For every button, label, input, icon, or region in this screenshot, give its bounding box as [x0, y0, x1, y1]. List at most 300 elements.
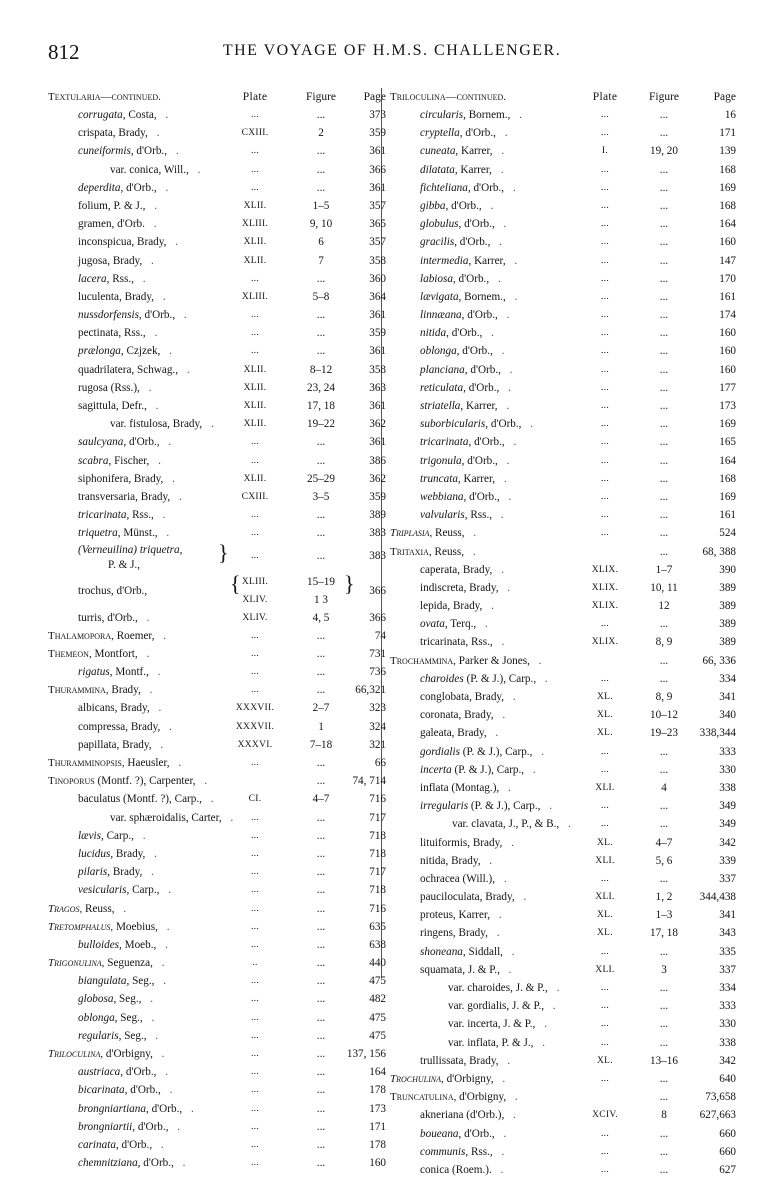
index-entry [48, 415, 386, 433]
entry-name [78, 790, 214, 808]
entry-page: 334 [719, 672, 736, 685]
entry-plate: ... [600, 619, 610, 630]
entry-name [78, 106, 168, 124]
entry-plate: ... [250, 510, 260, 521]
entry-name [78, 524, 169, 542]
entry-page: 16 [724, 109, 736, 121]
leader-dots: . [497, 163, 504, 176]
right-column [390, 88, 736, 1179]
species-name: trullissata, [420, 1054, 467, 1067]
index-entry [390, 124, 736, 142]
entry-page: 362 [369, 472, 386, 485]
entry-page: 389 [719, 600, 736, 613]
genus-entry [48, 1045, 386, 1063]
index-entry [390, 561, 736, 579]
entry-authority: Brady, [482, 891, 515, 904]
entry-page: 349 [719, 818, 736, 831]
entry-plate: XL. [597, 692, 613, 702]
entry-name [78, 699, 161, 717]
index-entry [390, 761, 736, 779]
brace-icon: } [344, 570, 355, 596]
entry-name [48, 645, 149, 663]
species-name: var. incerta, [448, 1018, 501, 1031]
entry-page: 660 [719, 1145, 736, 1158]
species-name: var. fistulosa, [110, 418, 170, 431]
index-entry [48, 306, 386, 324]
entry-figure: ... [659, 254, 669, 267]
leader-dots: . [512, 1091, 518, 1104]
entry-page: 475 [369, 975, 386, 988]
entry-name [78, 324, 157, 342]
entry-authority: (Montf. ?), Carpenter, [94, 775, 196, 788]
entry-plate: ... [600, 419, 610, 430]
entry-authority: Brady, [128, 720, 161, 733]
entry-name [78, 506, 165, 524]
entry-plate: XLII. [243, 237, 267, 248]
leader-dots: . [565, 818, 571, 831]
entry-name [78, 179, 168, 197]
entry-name [78, 433, 171, 451]
entry-plate: ... [600, 110, 610, 120]
entry-plate: XLI. [595, 964, 615, 975]
index-entry [390, 1015, 736, 1033]
entry-plate: XLII. [243, 364, 267, 375]
entry-figure: 1–7 [655, 563, 673, 576]
genus-entry [48, 918, 386, 936]
entry-name [78, 270, 146, 288]
leader-dots: . [160, 629, 167, 642]
entry-authority: , d'Orb., [464, 363, 501, 376]
entry-figure: 12 [658, 600, 670, 613]
entry-authority: , d'Orb., [485, 418, 522, 431]
entry-authority: Haeusler, [124, 757, 170, 769]
entry-page: 74, 714 [352, 775, 386, 788]
entry-name [420, 161, 504, 179]
entry-name [78, 1154, 185, 1172]
entry-figure: ... [316, 1102, 326, 1115]
entry-name [420, 761, 536, 779]
entry-name [420, 579, 510, 597]
entry-name [448, 1034, 545, 1052]
species-name: ochracea [420, 872, 460, 885]
entry-name [78, 1027, 158, 1045]
leader-dots: . [169, 472, 175, 485]
entry-page: 357 [369, 236, 386, 249]
index-entry [48, 1063, 386, 1081]
species-name: inconspicua, [78, 236, 135, 249]
index-entry [390, 943, 736, 961]
species-name: planciana [420, 363, 465, 376]
index-entry [390, 288, 736, 306]
entry-name [48, 1045, 164, 1063]
species-name: akneriana [420, 1109, 464, 1122]
entry-figure: ... [316, 345, 326, 358]
entry-name [48, 954, 165, 972]
entry-figure: ... [316, 975, 326, 988]
entry-page: 178 [369, 1138, 386, 1151]
entry-authority: , Carp., [101, 829, 134, 842]
leader-dots: . [188, 1102, 194, 1115]
entry-name [78, 1063, 168, 1081]
entry-name [390, 524, 476, 542]
entry-authority: Defr., [118, 400, 147, 412]
entry-page: 349 [719, 800, 736, 813]
index-entry [48, 288, 386, 306]
entry-plate: ... [250, 346, 260, 357]
leader-dots: . [486, 854, 493, 867]
index-entry [48, 845, 386, 863]
entry-plate: CI. [248, 794, 262, 805]
species-name: inflata [420, 781, 449, 794]
species-name: var. gordialis, [448, 1000, 510, 1013]
entry-name: trochus, d'Orb., [78, 584, 148, 597]
entry-plate: ... [600, 382, 610, 393]
entry-page: 361 [369, 436, 386, 449]
index-entry [48, 736, 386, 754]
entry-figure: 17, 18 [307, 400, 335, 412]
entry-figure: 17, 18 [650, 927, 678, 940]
entry-name [78, 379, 151, 397]
entry-figure: ... [316, 454, 326, 467]
entry-name [420, 124, 508, 142]
species-name: var. charoides, [448, 982, 513, 994]
leader-dots: . [158, 1048, 165, 1060]
entry-authority: , Will., [158, 163, 189, 176]
entry-plate: CXIII. [241, 491, 269, 502]
entry-figure: ... [316, 272, 326, 285]
entry-page: 718 [369, 847, 386, 860]
leader-dots: . [148, 866, 154, 879]
index-entry [48, 663, 386, 681]
entry-plate: XXXVI. [237, 739, 273, 750]
entry-page: 160 [369, 1157, 386, 1170]
entry-page: 363 [369, 381, 386, 394]
entry-plate: ... [600, 1128, 610, 1139]
entry-page: 640 [719, 1072, 736, 1085]
entry-authority: (P. & J.), Carp., [468, 800, 541, 813]
index-entry [48, 1009, 386, 1027]
genus-entry [390, 524, 736, 542]
entry-figure: 8–12 [309, 363, 333, 376]
leader-dots: . [499, 1072, 506, 1085]
entry-figure: ... [659, 418, 669, 431]
entry-figure: ... [316, 920, 326, 933]
leader-dots: . [505, 490, 512, 503]
entry-plate: ... [250, 848, 260, 859]
entry-name [448, 979, 559, 997]
leader-dots: . [487, 199, 494, 212]
species-name: brongniartii [78, 1120, 133, 1133]
species-name: suborbicularis [420, 418, 486, 431]
entry-name [78, 1009, 154, 1027]
entry-name [78, 663, 160, 681]
entry-name [420, 906, 502, 924]
leader-dots: . [150, 218, 157, 231]
leader-dots: . [506, 363, 513, 376]
index-entry [390, 906, 736, 924]
entry-authority: , d'Orb., [461, 454, 498, 467]
species-name: striatella [420, 400, 461, 412]
leader-dots: . [498, 636, 505, 649]
entry-plate: ... [250, 648, 260, 659]
leader-dots: . [166, 1084, 173, 1097]
index-entry [390, 397, 736, 415]
entry-figure: ... [659, 1091, 669, 1104]
species-name: lævis [78, 829, 101, 842]
index-entry [390, 488, 736, 506]
entry-plate: ... [600, 219, 610, 230]
entry-figure: 7 [318, 254, 324, 267]
entry-plate: ... [600, 801, 610, 812]
entry-authority: , Seg., [114, 1011, 143, 1024]
entry-authority: (P. & J.), Carp., [460, 745, 533, 758]
leader-dots: . [227, 811, 234, 824]
leader-dots: . [194, 163, 201, 176]
entry-page: 341 [719, 909, 736, 922]
entry-authority: , d'Orb., [468, 436, 505, 449]
entry-figure: ... [659, 945, 669, 958]
entry-figure: ... [659, 472, 669, 485]
entry-name [420, 197, 493, 215]
entry-plate: XLI. [595, 855, 615, 866]
entry-name [78, 470, 175, 488]
entry-authority: , d'Orb., [458, 1127, 495, 1140]
entry-authority: , Rss., [465, 1145, 493, 1158]
leader-dots: . [510, 436, 517, 449]
entry-authority: , Carp., [126, 884, 160, 897]
index-entry [390, 452, 736, 470]
entry-figure: ... [316, 647, 326, 660]
entry-authority: , d'Orb., [446, 327, 483, 340]
entry-authority: Schwag., [134, 363, 179, 376]
index-entry [390, 215, 736, 233]
genus-name: Thuramminopsis, [48, 757, 125, 769]
species-name: trigonula [420, 454, 462, 467]
leader-dots: . [153, 127, 160, 140]
entry-plate: XLII. [243, 419, 267, 430]
index-entry [390, 815, 736, 833]
left-column [48, 88, 386, 1172]
entry-plate: ... [250, 550, 260, 561]
entry-figure: ... [659, 654, 669, 667]
entry-figure: 10–12 [650, 709, 678, 722]
species-name: crispata, [78, 127, 116, 140]
entry-plate: ... [600, 200, 610, 211]
genus-name: Tritaxia, [390, 545, 432, 558]
entry-name: (Verneuilina) triquetra, [78, 543, 183, 556]
entry-page: 160 [719, 327, 736, 340]
entry-authority: , Moeb., [119, 938, 157, 951]
entry-page: 361 [369, 345, 386, 358]
leader-dots: . [160, 290, 166, 303]
entry-plate: ... [600, 1037, 610, 1048]
entry-authority: , d'Orb., [120, 181, 157, 194]
entry-figure: ... [316, 666, 326, 679]
species-name: tricarinata, [420, 636, 469, 649]
entry-authority: Brady, [466, 581, 499, 594]
entry-figure: 8 [661, 1109, 667, 1122]
entry-figure: 4 [661, 781, 667, 794]
leader-dots: . [511, 290, 518, 303]
entry-page: 168 [719, 472, 736, 485]
entry-page: 160 [719, 345, 736, 358]
entry-plate: I. [601, 146, 609, 157]
entry-figure: ... [659, 1000, 669, 1013]
index-entry [390, 270, 736, 288]
entry-page: 343 [719, 927, 736, 940]
entry-name [48, 627, 166, 645]
entry-authority: Brady, [460, 563, 493, 576]
section-heading: Triloculina—continued. [390, 91, 507, 103]
genus-entry [390, 1088, 736, 1106]
entry-figure: ... [659, 218, 669, 231]
genus-name: Tragos, [48, 902, 83, 915]
entry-authority: , Karrer, [457, 472, 496, 485]
genus-name: Triloculina, [48, 1048, 104, 1060]
species-name: charoides [420, 672, 464, 685]
entry-figure: ... [659, 436, 669, 449]
species-name: var. inflata, [448, 1036, 499, 1049]
species-name: quadrilatera, [78, 363, 135, 376]
entry-name [420, 433, 516, 451]
entry-name [448, 997, 556, 1015]
entry-plate: ... [250, 685, 260, 696]
entry-plate: XLIII. [241, 291, 269, 302]
entry-authority: Brady, [137, 490, 171, 503]
entry-authority: Rss., [468, 636, 493, 649]
index-entry [390, 324, 736, 342]
figure-header: Figure [305, 91, 337, 103]
index-entry [390, 724, 736, 742]
leader-dots: . [179, 1157, 186, 1170]
species-name: conglobata, [420, 691, 472, 703]
entry-name [48, 918, 170, 936]
leader-dots: . [162, 109, 169, 121]
leader-dots: . [470, 545, 476, 558]
entry-plate: XLI. [595, 892, 615, 903]
entry-authority: d'Orb., [104, 611, 138, 624]
entry-plate: ... [250, 528, 260, 539]
index-entry [48, 215, 386, 233]
leader-dots: . [151, 199, 158, 212]
leader-dots: . [148, 1011, 155, 1024]
entry-plate: ... [600, 746, 610, 757]
entry-authority: (d'Orb.), [463, 1109, 505, 1122]
entry-authority: Reuss, [82, 902, 115, 915]
entry-figure: ... [659, 490, 669, 503]
leader-dots: . [511, 254, 518, 267]
species-name: valvularis [420, 509, 465, 522]
entry-name [420, 888, 526, 906]
entry-name [78, 142, 179, 160]
leader-dots: . [510, 1109, 516, 1122]
entry-page: 366 [369, 611, 386, 624]
index-entry [390, 706, 736, 724]
entry-name [420, 852, 492, 870]
index-entry [390, 106, 736, 124]
entry-plate: ... [600, 673, 610, 684]
species-name: lepida, [420, 600, 451, 613]
entry-authority: Carter, [188, 811, 222, 824]
entry-page: 139 [719, 145, 736, 158]
entry-page: 338 [719, 1036, 736, 1049]
species-name: lævigata [420, 290, 459, 303]
entry-figure: ... [659, 199, 669, 212]
species-name: gordialis [420, 745, 460, 758]
entry-page: 342 [719, 836, 736, 849]
index-entry [390, 670, 736, 688]
index-entry [48, 252, 386, 270]
genus-entry [48, 645, 386, 663]
species-name: circularis [420, 109, 464, 121]
index-entry [390, 1161, 736, 1179]
entry-figure: 25–29 [307, 472, 335, 485]
leader-dots: . [482, 618, 488, 631]
entry-page: 339 [719, 854, 736, 867]
entry-page: 66, 336 [702, 654, 736, 667]
entry-authority: , d'Orb., [138, 309, 176, 322]
entry-name [420, 361, 513, 379]
index-entry [390, 1106, 736, 1124]
entry-page: 177 [719, 381, 736, 394]
species-name: bicarinata [78, 1084, 125, 1097]
leader-dots: . [165, 884, 172, 897]
entry-plate: XLIX. [591, 637, 619, 648]
entry-plate: XLII. [243, 200, 267, 211]
entry-authority: , Rss., [464, 509, 493, 522]
entry-figure: ... [659, 1072, 669, 1085]
entry-authority: , d'Orb., [463, 490, 500, 503]
page-number: 812 [48, 40, 80, 64]
entry-name [78, 1118, 180, 1136]
entry-figure: ... [316, 163, 326, 176]
leader-dots: . [541, 1018, 547, 1031]
entry-figure: ... [316, 993, 326, 1006]
index-entry [390, 379, 736, 397]
index-entry [390, 852, 736, 870]
entry-figure: 19–23 [650, 727, 678, 740]
entry-page: 173 [719, 400, 736, 412]
entry-page: 524 [719, 527, 736, 540]
entry-page: 389 [719, 636, 736, 649]
entry-page: 635 [369, 920, 386, 933]
index-entry [390, 743, 736, 761]
entry-figure: ... [316, 902, 326, 915]
leader-dots: . [152, 400, 159, 412]
entry-plate: ... [250, 1049, 260, 1059]
genus-entry [48, 754, 386, 772]
leader-dots: . [154, 666, 161, 679]
species-name: prælonga [78, 345, 121, 358]
entry-name [420, 270, 501, 288]
leader-dots: . [539, 1036, 546, 1049]
entry-authority: Brady, [455, 927, 488, 940]
species-name: albicans, [78, 702, 118, 715]
page-header [48, 40, 736, 74]
entry-authority: Brady, [169, 418, 203, 431]
entry-plate: ... [250, 146, 260, 157]
entry-figure: 1 3 [314, 593, 328, 606]
species-name: intermedia [420, 254, 469, 267]
index-entry [48, 342, 386, 360]
entry-page: 170 [719, 272, 736, 285]
entry-figure: ... [659, 982, 669, 994]
entry-page: 173 [369, 1102, 386, 1115]
entry-plate: ... [250, 1067, 260, 1078]
genus-entry [48, 772, 386, 790]
entry-authority: J. & P., [500, 1018, 536, 1031]
entry-authority: , Karrer, [455, 145, 493, 158]
